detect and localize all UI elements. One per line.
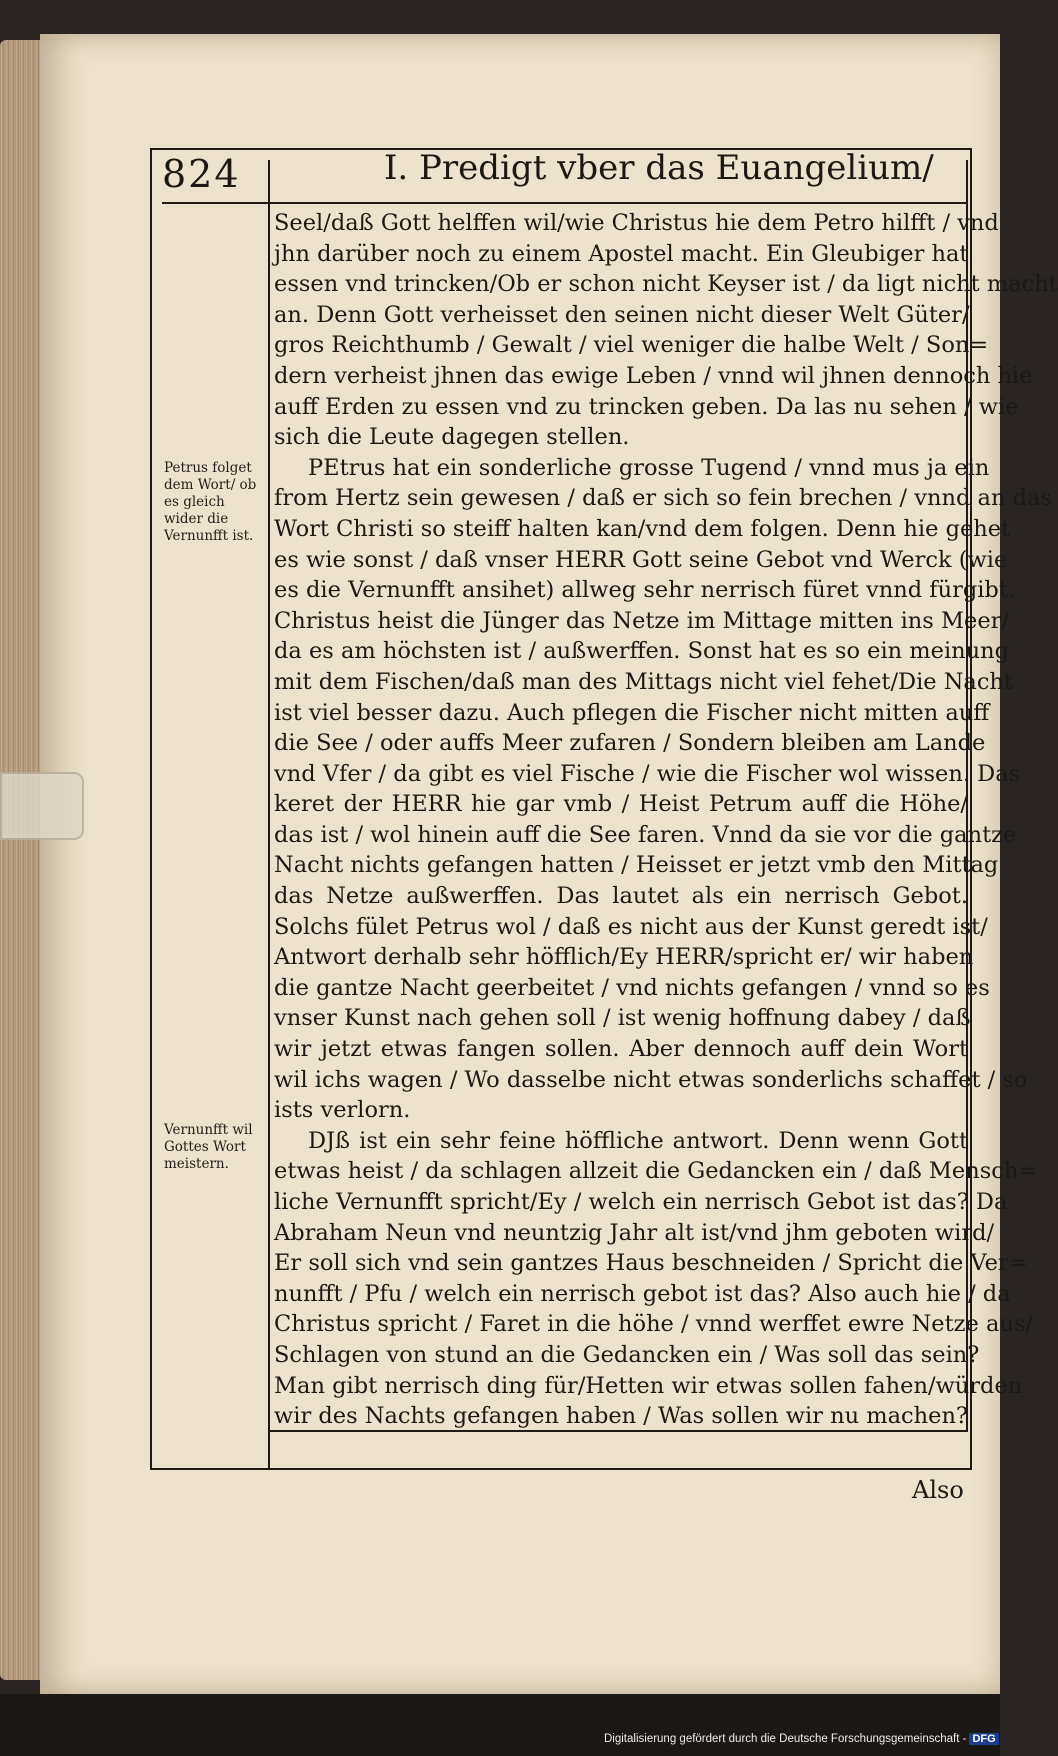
text-line: Christus heist die Jünger das Netze im Mittage mitten ins Meer/ bbox=[274, 607, 1010, 634]
text-line: sich die Leute dagegen stellen. bbox=[274, 424, 630, 451]
text-line: wir des Nachts gefangen haben / Was sollen wir nu machen? bbox=[274, 1403, 968, 1430]
bookmark-tab bbox=[0, 772, 84, 840]
text-line: vnser Kunst nach gehen soll / ist wenig hoffnung dabey / daß bbox=[274, 1005, 971, 1032]
text-line: DJß ist ein sehr feine höffliche antwort. Denn wenn Gott bbox=[308, 1127, 968, 1154]
margin-note: Petrus folget dem Wort/ ob es gleich wider die Vernunfft ist. bbox=[164, 460, 257, 544]
text-line: gros Reichthumb / Gewalt / viel weniger die halbe Welt / Son= bbox=[274, 332, 989, 359]
text-line: mit dem Fischen/daß man des Mittags nicht viel fehet/Die Nacht bbox=[274, 668, 1013, 695]
text-line: Seel/daß Gott helffen wil/wie Christus hie dem Petro hilfft / vnd bbox=[274, 210, 999, 236]
text-line: ists verlorn. bbox=[274, 1097, 411, 1124]
text-line: Man gibt nerrisch ding für/Hetten wir etwas sollen fahen/würden bbox=[274, 1372, 1023, 1399]
text-line: da es am höchsten ist / außwerffen. Sonst hat es so ein meinung bbox=[274, 638, 1010, 665]
text-line: etwas heist / da schlagen allzeit die Gedancken ein / daß Mensch= bbox=[274, 1158, 1038, 1185]
text-line: die gantze Nacht geerbeitet / vnd nichts gefangen / vnnd so es bbox=[274, 974, 990, 1001]
text-line: es die Vernunfft ansihet) allweg sehr nerrisch füret vnnd fürgibt. bbox=[274, 577, 1016, 604]
text-line: ist viel besser dazu. Auch pflegen die Fischer nicht mitten auff bbox=[274, 699, 990, 726]
catchword: Also bbox=[912, 1476, 964, 1504]
text-line: die See / oder auffs Meer zufaren / Sondern bleiben am Lande bbox=[274, 730, 986, 757]
text-line: Nacht nichts gefangen hatten / Heisset er jetzt vmb den Mittag bbox=[274, 852, 999, 879]
text-line: liche Vernunfft spricht/Ey / welch ein nerrisch Gebot ist das? Da bbox=[274, 1189, 1008, 1215]
page-number: 824 bbox=[162, 152, 241, 196]
footer-bar bbox=[0, 1694, 1000, 1756]
text-line: Solchs fület Petrus wol / daß es nicht aus der Kunst geredt ist/ bbox=[274, 913, 988, 940]
dfg-logo: DFG bbox=[969, 1733, 998, 1745]
text-line: keret der HERR hie gar vmb / Heist Petrum auff die Höhe/ bbox=[274, 791, 968, 818]
text-line: wil ichs wagen / Wo dasselbe nicht etwas sonderlichs schaffet / so bbox=[274, 1066, 1028, 1093]
text-line: das ist / wol hinein auff die See faren. Vnnd da sie vor die gantze bbox=[274, 821, 1017, 848]
text-line: PEtrus hat ein sonderliche grosse Tugend / vnnd mus ja ein bbox=[308, 454, 990, 481]
text-line: das Netze außwerffen. Das lautet als ein nerrisch Gebot. bbox=[274, 883, 968, 910]
text-line: nunfft / Pfu / welch ein nerrisch gebot ist das? Also auch hie / da bbox=[274, 1280, 1011, 1307]
margin-note: Vernunfft wil Gottes Wort meistern. bbox=[164, 1122, 253, 1172]
text-line: vnd Vfer / da gibt es viel Fische / wie die Fischer wol wissen. Das bbox=[274, 760, 1021, 787]
running-title: I. Predigt vber das Euangelium/ bbox=[384, 148, 934, 188]
text-line: auff Erden zu essen vnd zu trincken geben. Da las nu sehen / wie bbox=[274, 393, 1019, 420]
text-line: dern verheist jhnen das ewige Leben / vnnd wil jhnen dennoch hie bbox=[274, 362, 1033, 389]
body-text bbox=[274, 208, 1058, 1432]
text-line: jhn darüber noch zu einem Apostel macht. Ein Gleubiger hat bbox=[274, 240, 969, 267]
text-line: Christus spricht / Faret in die höhe / vnnd werffet ewre Netze aus/ bbox=[274, 1311, 1034, 1338]
credit-text: Digitalisierung gefördert durch die Deutsche Forschungsgemeinschaft - bbox=[604, 1733, 967, 1745]
margin-divider bbox=[268, 160, 270, 1470]
text-line: Er soll sich vnd sein gantzes Haus beschneiden / Spricht die Ver= bbox=[274, 1250, 1028, 1277]
text-line: Abraham Neun vnd neuntzig Jahr alt ist/vnd jhm geboten wird/ bbox=[274, 1219, 995, 1246]
text-line: wir jetzt etwas fangen sollen. Aber dennoch auff dein Wort bbox=[274, 1036, 968, 1063]
digitization-credit bbox=[604, 1733, 999, 1745]
text-line: Antwort derhalb sehr höfflich/Ey HERR/spricht er/ wir haben bbox=[274, 944, 974, 971]
text-line: Schlagen von stund an die Gedancken ein / Was soll das sein? bbox=[274, 1341, 980, 1368]
text-line: essen vnd trincken/Ob er schon nicht Keyser ist / da ligt nicht macht bbox=[274, 271, 1058, 298]
text-line: es wie sonst / daß vnser HERR Gott seine Gebot vnd Werck (wie bbox=[274, 546, 1008, 573]
header-rule bbox=[162, 202, 968, 204]
text-line: from Hertz sein gewesen / daß er sich so fein brechen / vnnd an das bbox=[274, 485, 1052, 512]
text-line: an. Denn Gott verheisset den seinen nicht dieser Welt Güter/ bbox=[274, 301, 970, 328]
text-line: Wort Christi so steiff halten kan/vnd dem folgen. Denn hie gehet bbox=[274, 515, 1011, 542]
